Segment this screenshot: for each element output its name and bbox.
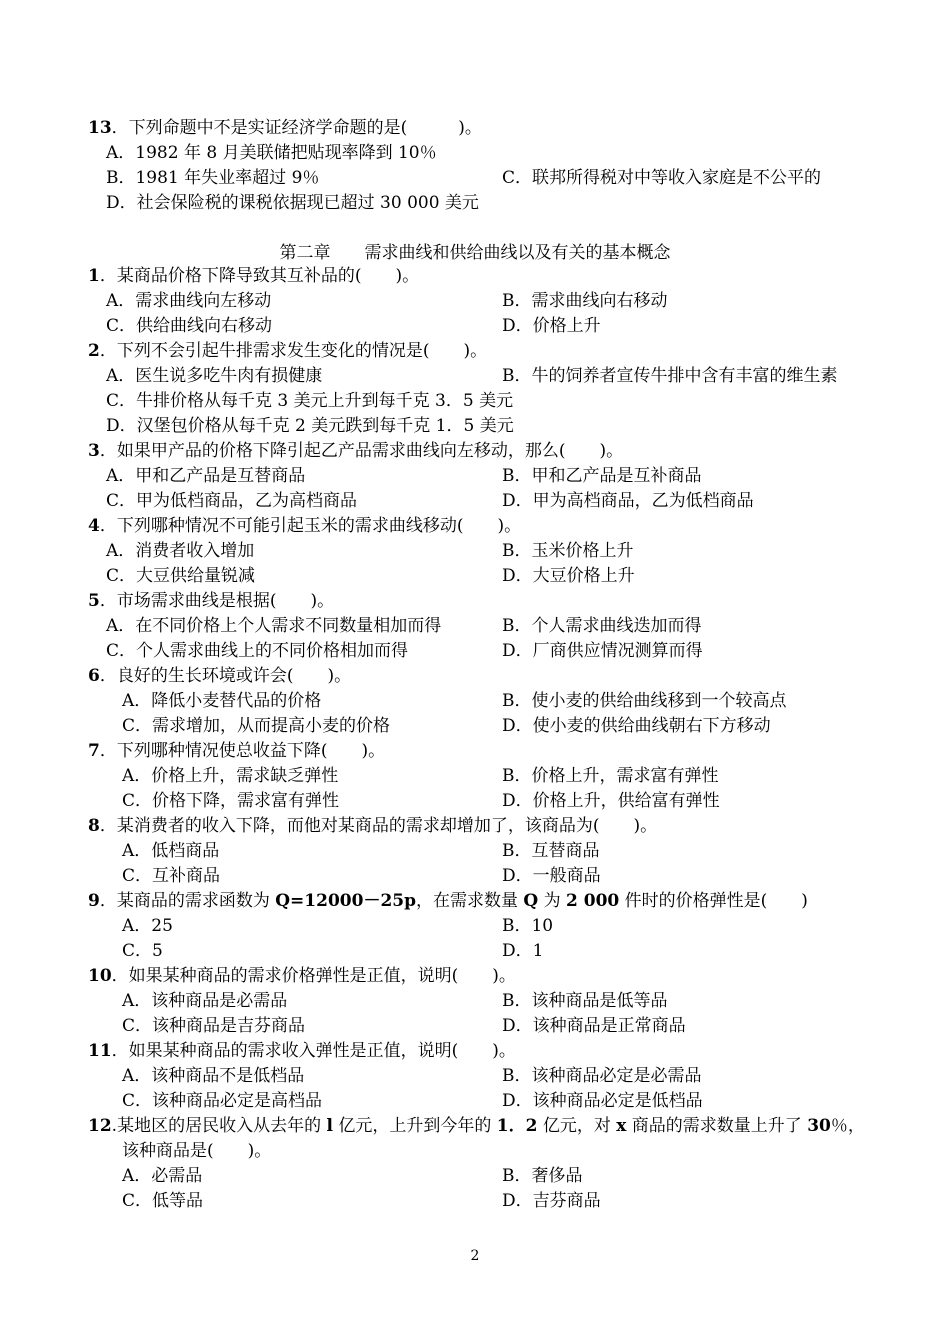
question-12-option-a: A．必需品 — [122, 1166, 203, 1186]
question-3-stem — [88, 439, 623, 463]
question-9-option-d: D．1 — [502, 941, 544, 961]
quantity-symbol: Q — [523, 891, 539, 911]
question-2-stem — [88, 339, 487, 363]
question-7-option-d: D．价格上升，供给富有弹性 — [502, 791, 720, 811]
question-6-option-b: B．使小麦的供给曲线移到一个较高点 — [502, 691, 787, 711]
question-8-option-a: A．低档商品 — [122, 841, 220, 861]
question-11-option-a: A．该种商品不是低档品 — [122, 1066, 305, 1086]
demand-increase: 30 — [807, 1116, 831, 1136]
question-number: 4 — [88, 516, 100, 536]
question-2-option-b: B．牛的饲养者宣传牛排中含有丰富的维生素 — [502, 366, 838, 386]
question-text: 亿元，对 — [537, 1116, 617, 1136]
question-13-stem — [88, 116, 482, 140]
question-11-stem — [88, 1039, 516, 1063]
question-10-option-a: A．该种商品是必需品 — [122, 991, 288, 1011]
question-4-stem — [88, 514, 521, 538]
question-text: ％， — [830, 1116, 865, 1136]
chapter-title: 第二章 需求曲线和供给曲线以及有关的基本概念 — [279, 243, 671, 263]
question-number: 6 — [88, 666, 100, 686]
question-12-stem-continued: 该种商品是( )。 — [122, 1141, 272, 1161]
question-11-option-d: D．该种商品必定是低档品 — [502, 1091, 703, 1111]
question-text: ．如果某种商品的需求收入弹性是正值，说明( )。 — [111, 1041, 516, 1061]
question-text: ．下列不会引起牛排需求发生变化的情况是( )。 — [99, 341, 488, 361]
question-10-option-b: B．该种商品是低等品 — [502, 991, 668, 1011]
question-1-option-a: A．需求曲线向左移动 — [106, 291, 272, 311]
question-9-option-a: A．25 — [122, 916, 173, 936]
question-number: 13 — [88, 118, 112, 138]
question-text: 为 — [538, 891, 567, 911]
question-11-option-b: B．该种商品必定是必需品 — [502, 1066, 702, 1086]
question-5-option-c: C．个人需求曲线上的不同价格相加而得 — [106, 641, 409, 661]
question-2-option-a: A．医生说多吃牛肉有损健康 — [106, 366, 323, 386]
question-number: 9 — [88, 891, 100, 911]
question-11-option-c: C．该种商品必定是高档品 — [122, 1091, 323, 1111]
question-8-option-d: D．一般商品 — [502, 866, 601, 886]
question-6-option-c: C．需求增加，从而提高小麦的价格 — [122, 716, 391, 736]
question-number: 12 — [88, 1116, 112, 1136]
question-3-option-d: D．甲为高档商品，乙为低档商品 — [502, 491, 754, 511]
question-3-option-a: A．甲和乙产品是互替商品 — [106, 466, 306, 486]
question-number: 1 — [88, 266, 100, 286]
question-text: .某地区的居民收入从去年的 — [111, 1116, 327, 1136]
question-10-stem — [88, 964, 516, 988]
question-number: 11 — [88, 1041, 112, 1061]
question-10-option-d: D．该种商品是正常商品 — [502, 1016, 686, 1036]
question-12-option-d: D．吉芬商品 — [502, 1191, 601, 1211]
question-8-option-b: B．互替商品 — [502, 841, 600, 861]
question-number: 7 — [88, 741, 100, 761]
question-text: ．市场需求曲线是根据( )。 — [99, 591, 335, 611]
question-text: 亿元，上升到今年的 — [332, 1116, 497, 1136]
demand-function: Q=12000－25p — [275, 891, 416, 911]
question-8-option-c: C．互补商品 — [122, 866, 221, 886]
question-12-option-c: C．低等品 — [122, 1191, 204, 1211]
question-13-option-c: C．联邦所得税对中等收入家庭是不公平的 — [502, 168, 822, 188]
question-8-stem — [88, 814, 657, 838]
question-1-option-b: B．需求曲线向右移动 — [502, 291, 668, 311]
question-text: ．下列哪种情况使总收益下降( )。 — [99, 741, 386, 761]
question-13-option-a: A．1982 年 8 月美联储把贴现率降到 10％ — [106, 143, 437, 163]
question-number: 3 — [88, 441, 100, 461]
question-6-option-d: D．使小麦的供给曲线朝右下方移动 — [502, 716, 771, 736]
question-4-option-a: A．消费者收入增加 — [106, 541, 255, 561]
question-text: ．如果甲产品的价格下降引起乙产品需求曲线向左移动，那么( )。 — [99, 441, 624, 461]
good-symbol: x — [616, 1116, 627, 1136]
question-number: 8 — [88, 816, 100, 836]
question-4-option-c: C．大豆供给量锐减 — [106, 566, 256, 586]
question-number: 2 — [88, 341, 100, 361]
question-text: ．下列哪种情况不可能引起玉米的需求曲线移动( )。 — [99, 516, 522, 536]
question-text: 件时的价格弹性是( ) — [619, 891, 808, 911]
question-1-stem — [88, 264, 419, 288]
question-12-option-b: B．奢侈品 — [502, 1166, 583, 1186]
question-5-option-d: D．厂商供应情况测算而得 — [502, 641, 703, 661]
question-3-option-c: C．甲为低档商品，乙为高档商品 — [106, 491, 358, 511]
question-9-option-b: B．10 — [502, 916, 554, 936]
question-text: ．某商品价格下降导致其互补品的( )。 — [99, 266, 420, 286]
question-1-option-d: D．价格上升 — [502, 316, 601, 336]
question-6-stem — [88, 664, 351, 688]
question-text: ．良好的生长环境或许会( )。 — [99, 666, 352, 686]
question-7-option-b: B．价格上升，需求富有弹性 — [502, 766, 719, 786]
question-7-stem — [88, 739, 385, 763]
question-2-option-c: C．牛排价格从每千克 3 美元上升到每千克 3．5 美元 — [106, 391, 514, 411]
question-text: ．下列命题中不是实证经济学命题的是( )。 — [111, 118, 482, 138]
question-4-option-b: B．玉米价格上升 — [502, 541, 634, 561]
question-13-option-d: D．社会保险税的课税依据现已超过 30 000 美元 — [106, 193, 479, 213]
question-5-option-b: B．个人需求曲线迭加而得 — [502, 616, 702, 636]
question-text: ．如果某种商品的需求价格弹性是正值，说明( )。 — [111, 966, 516, 986]
question-number: 10 — [88, 966, 112, 986]
income-this-year: 1．2 — [496, 1116, 538, 1136]
question-4-option-d: D．大豆价格上升 — [502, 566, 635, 586]
question-13-option-b: B．1981 年失业率超过 9％ — [106, 168, 320, 188]
quantity-value: 2 000 — [566, 891, 620, 911]
question-2-option-d: D．汉堡包价格从每千克 2 美元跌到每千克 1．5 美元 — [106, 416, 514, 436]
question-text: ，在需求数量 — [416, 891, 524, 911]
income-last-year: l — [326, 1116, 333, 1136]
page-number: 2 — [470, 1248, 480, 1264]
question-12-stem — [88, 1114, 865, 1138]
question-number: 5 — [88, 591, 100, 611]
question-text: ．某消费者的收入下降，而他对某商品的需求却增加了，该商品为( )。 — [99, 816, 658, 836]
question-text: ．某商品的需求函数为 — [99, 891, 276, 911]
question-1-option-c: C．供给曲线向右移动 — [106, 316, 273, 336]
question-3-option-b: B．甲和乙产品是互补商品 — [502, 466, 702, 486]
question-5-stem — [88, 589, 334, 613]
question-text: 商品的需求数量上升了 — [626, 1116, 808, 1136]
question-7-option-a: A．价格上升，需求缺乏弹性 — [122, 766, 339, 786]
question-7-option-c: C．价格下降，需求富有弹性 — [122, 791, 340, 811]
question-9-option-c: C．5 — [122, 941, 163, 961]
question-5-option-a: A．在不同价格上个人需求不同数量相加而得 — [106, 616, 442, 636]
question-6-option-a: A．降低小麦替代品的价格 — [122, 691, 322, 711]
question-10-option-c: C．该种商品是吉芬商品 — [122, 1016, 306, 1036]
question-9-stem — [88, 889, 808, 913]
